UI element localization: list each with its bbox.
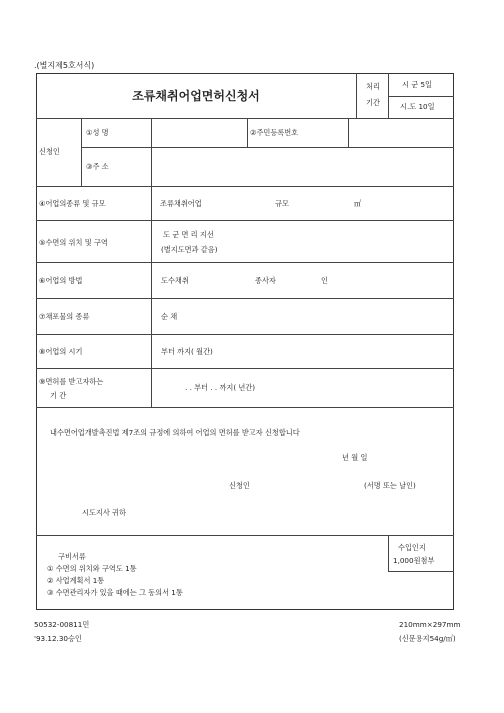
document-item: ① 수면의 위치와 구역도 1통 xyxy=(47,564,137,573)
divider xyxy=(36,407,454,408)
divider xyxy=(388,96,454,97)
scale-label: 규모 xyxy=(275,199,289,208)
form-title: 조류채취어업면허신청서 xyxy=(132,89,260,103)
form-number: .(별지제5호서식) xyxy=(34,61,95,70)
location-line2: (별지도면과 같음) xyxy=(161,245,218,254)
divider xyxy=(36,186,454,187)
divider xyxy=(151,118,152,186)
divider xyxy=(36,535,454,536)
signature-hint: (서명 또는 날인) xyxy=(364,481,416,490)
divider xyxy=(36,262,454,263)
license-period-value: . . 부터 . . 까지( 년간) xyxy=(185,383,256,392)
scale-unit: ㎡ xyxy=(354,199,362,208)
divider xyxy=(247,118,248,147)
revenue-stamp-label: 수입인지 xyxy=(398,543,426,552)
applicant-section-label: 신청인 xyxy=(39,147,60,156)
approval-date: '93.12.30승인 xyxy=(34,634,82,643)
divider xyxy=(36,298,454,299)
catch-label: ⑦채포물의 종류 xyxy=(39,312,90,321)
application-form xyxy=(36,73,454,610)
method-value: 도수채취 xyxy=(161,276,189,285)
addressee: 시도지사 귀하 xyxy=(82,508,126,517)
divider xyxy=(36,220,454,221)
fishing-period-value: 부터 까지( 월간) xyxy=(161,347,213,356)
license-period-label: 기 간 xyxy=(50,391,67,400)
divider xyxy=(36,368,454,369)
workers-label: 종사자 xyxy=(255,276,276,285)
divider xyxy=(81,147,454,148)
divider xyxy=(36,118,454,119)
declaration-date: 년 월 일 xyxy=(342,453,368,462)
location-line1: 도 군 면 리 지선 xyxy=(163,230,214,239)
processing-period-city: 시 군 5일 xyxy=(402,80,432,89)
catch-value: 순 채 xyxy=(161,312,178,321)
license-period-label: ⑨면허를 받고자하는 xyxy=(39,377,104,386)
divider xyxy=(348,118,349,147)
document-item: ② 사업계획서 1통 xyxy=(47,576,105,585)
location-label: ⑤수면의 위치 및 구역 xyxy=(39,238,108,247)
document-item: ③ 수면관리자가 있을 때에는 그 동의서 1통 xyxy=(47,588,183,597)
processing-period-province: 시.도 10일 xyxy=(400,102,435,111)
divider xyxy=(36,334,454,335)
divider xyxy=(388,535,389,571)
rrn-label: ②주민등록번호 xyxy=(250,128,299,137)
method-label: ⑥어업의 방법 xyxy=(39,276,83,285)
paper-size: 210mm×297mm xyxy=(399,620,461,629)
documents-heading: 구비서류 xyxy=(58,552,86,561)
divider xyxy=(356,73,357,118)
declaration-text: 내수면어업개발촉진법 제7조의 규정에 의하여 어업의 면허를 받고자 신청합니다 xyxy=(50,428,300,437)
divider xyxy=(388,571,454,572)
fishery-type-label: ④어업의종류 및 규모 xyxy=(39,199,106,208)
form-code: 50532-00811민 xyxy=(34,620,90,629)
divider xyxy=(81,118,82,186)
processing-label: 기간 xyxy=(366,98,380,107)
revenue-stamp-amount: 1,000원첨부 xyxy=(393,556,435,565)
applicant-signature-label: 신청인 xyxy=(229,481,250,490)
fishery-type-value: 조류채취어업 xyxy=(160,199,202,208)
name-label: ①성 명 xyxy=(86,128,109,137)
paper-type: (신문용지54g/㎡) xyxy=(399,634,456,643)
fishing-period-label: ⑧어업의 시기 xyxy=(39,347,83,356)
address-label: ③주 소 xyxy=(86,162,109,171)
processing-label: 처리 xyxy=(366,82,380,91)
divider xyxy=(151,186,152,407)
workers-unit: 인 xyxy=(321,276,328,285)
